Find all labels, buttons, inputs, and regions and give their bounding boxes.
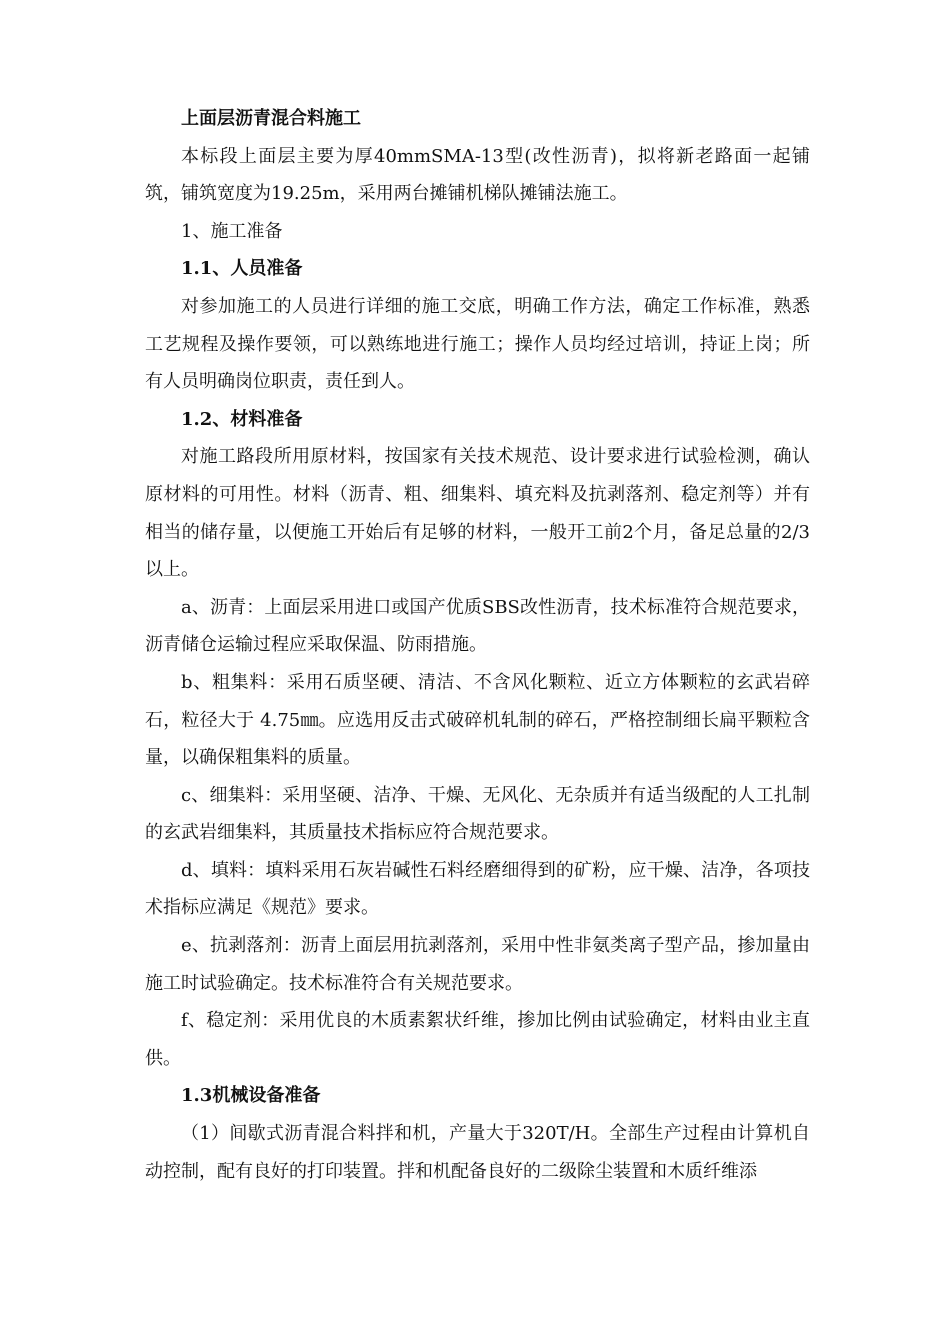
personnel-paragraph: 对参加施工的人员进行详细的施工交底，明确工作方法，确定工作标准，熟悉工艺规程及操作要领，可以熟练地进行施工；操作人员均经过培训，持证上岗；所有人员明确岗位职责，责任到人。 — [145, 295, 810, 393]
item-filler: d、填料：填料采用石灰岩碱性石料经磨细得到的矿粉，应干燥、洁净，各项技术指标应满足《规范》要求。 — [145, 859, 810, 919]
subsection-construction-prep: 1、施工准备 — [181, 220, 283, 242]
section-title: 上面层沥青混合料施工 — [181, 108, 361, 129]
machinery-paragraph: （1）间歇式沥青混合料拌和机，产量大于320T/H。全部生产过程由计算机自动控制，配有良好的打印装置。拌和机配备良好的二级除尘装置和木质纤维添 — [145, 1123, 810, 1182]
item-asphalt: a、沥青：上面层采用进口或国产优质SBS改性沥青，技术标准符合规范要求，沥青储仓运输过程应采取保温、防雨措施。 — [145, 596, 810, 656]
subsection-machinery-prep: 1.3机械设备准备 — [181, 1085, 321, 1107]
subsection-personnel-prep: 1.1、人员准备 — [181, 258, 303, 280]
item-fine-aggregate: c、细集料：采用坚硬、洁净、干燥、无风化、无杂质并有适当级配的人工扎制的玄武岩细集料，其质量技术指标应符合规范要求。 — [145, 784, 810, 844]
document-body — [145, 100, 810, 1190]
item-coarse-aggregate: b、粗集料：采用石质坚硬、清洁、不含风化颗粒、近立方体颗粒的玄武岩碎石，粒径大于 4.75㎜。应选用反击式破碎机轧制的碎石，严格控制细长扁平颗粒含量，以确保粗集料的质量。 — [145, 671, 810, 769]
subsection-material-prep: 1.2、材料准备 — [181, 408, 303, 430]
material-paragraph: 对施工路段所用原材料，按国家有关技术规范、设计要求进行试验检测，确认原材料的可用性。材料（沥青、粗、细集料、填充料及抗剥落剂、稳定剂等）并有相当的储存量，以便施工开始后有足够的材料，一般开工前2个月，备足总量的2/3以上。 — [145, 446, 810, 581]
item-stabilizer: f、稳定剂：采用优良的木质素絮状纤维，掺加比例由试验确定，材料由业主直供。 — [145, 1010, 810, 1069]
intro-paragraph: 本标段上面层主要为厚40mmSMA-13型(改性沥青)，拟将新老路面一起铺筑，铺筑宽度为19.25m，采用两台摊铺机梯队摊铺法施工。 — [145, 145, 810, 205]
item-anti-stripping-agent: e、抗剥落剂：沥青上面层用抗剥落剂，采用中性非氨类离子型产品，掺加量由施工时试验确定。技术标准符合有关规范要求。 — [145, 935, 810, 994]
